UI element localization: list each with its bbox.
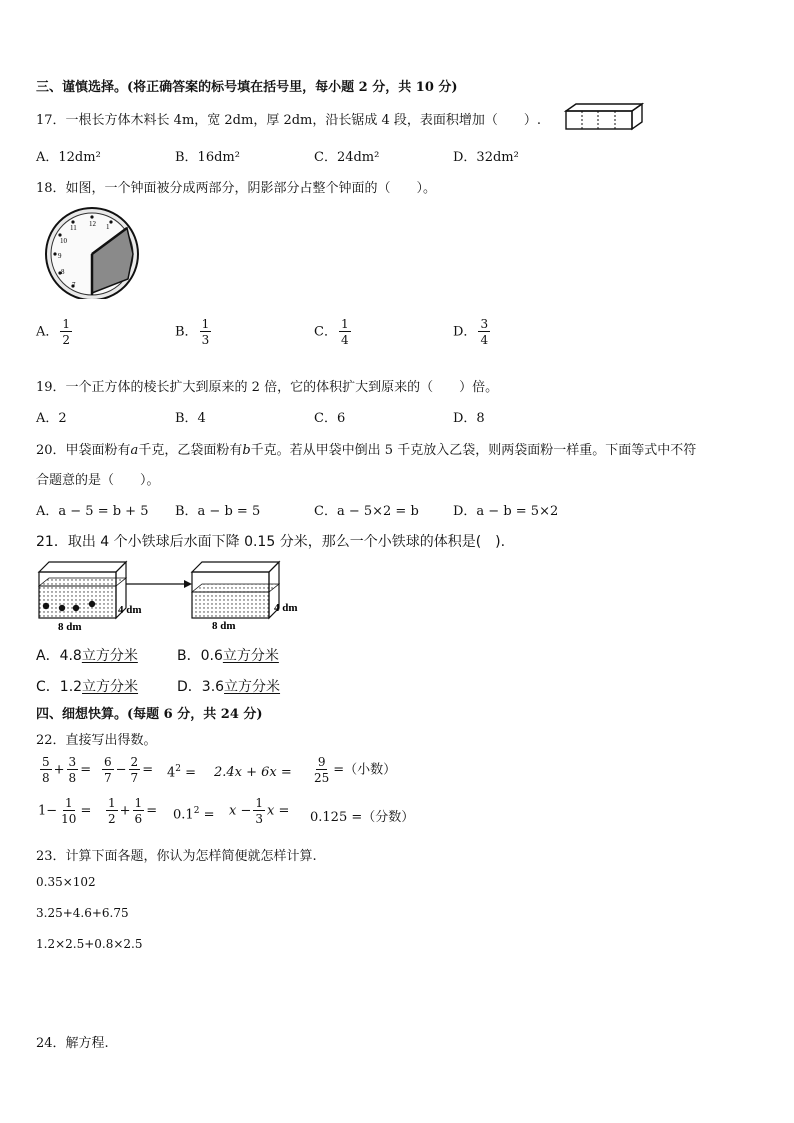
fraction-numerator: 1 — [255, 796, 263, 810]
equals: = — [203, 807, 215, 823]
fraction-numerator: 6 — [104, 755, 112, 769]
q21-text: 21．取出 4 个小铁球后水面下降 0.15 分米，那么一个小铁球的体积是( ). — [36, 534, 506, 550]
q24-text: 24．解方程. — [36, 1036, 109, 1051]
q20-text-c: 千克。若从甲袋中倒出 5 千克放入乙袋，则两袋面粉一样重。下面等式中不符 — [250, 443, 697, 458]
fraction-denominator: 2 — [108, 812, 116, 826]
fraction-numerator: 1 — [108, 796, 116, 810]
power-exponent: 2 — [193, 806, 200, 816]
q18-clock-figure — [40, 203, 144, 299]
fraction-denominator: 3 — [255, 812, 263, 826]
q21-option-d[interactable] — [177, 676, 280, 696]
q17-cuboid-figure — [562, 101, 646, 133]
svg-text:9: 9 — [58, 252, 62, 260]
q22-expr-4: 2.4x + 6x = — [214, 765, 292, 780]
option-value: 3.6 — [201, 679, 225, 695]
power-base: 4 — [167, 765, 176, 781]
q18-option-c-letter: C． — [314, 324, 337, 340]
q18-option-d[interactable] — [453, 318, 492, 346]
q17-text: 17．一根长方体木料长 4m，宽 2dm，厚 2dm，沿长锯成 4 段，表面积增加（ ）. — [36, 113, 542, 128]
q22-expr-5 — [310, 756, 396, 784]
svg-text:1: 1 — [106, 223, 110, 231]
q22-expr-3 — [167, 764, 196, 780]
operator: + — [53, 762, 65, 778]
q21-option-c[interactable] — [36, 676, 138, 696]
fraction-denominator: 8 — [42, 771, 50, 785]
fraction-numerator: 3 — [68, 755, 77, 769]
section3-title: 三、谨慎选择。(将正确答案的标号填在括号里，每小题 2 分，共 10 分) — [36, 80, 458, 95]
fraction-denominator: 7 — [130, 771, 139, 785]
fraction-denominator: 8 — [68, 771, 77, 785]
equals: = — [146, 803, 158, 819]
q22-expr-2 — [100, 756, 153, 784]
option-letter: A． — [36, 648, 60, 664]
svg-text:12: 12 — [89, 220, 96, 228]
q21-label-length-left: 8 dm — [58, 621, 82, 633]
q21-option-b[interactable] — [177, 645, 279, 665]
option-unit: 立方分米 — [82, 679, 139, 695]
power-exponent: 2 — [175, 764, 182, 774]
fraction-numerator: 1 — [62, 317, 71, 331]
fraction-denominator: 4 — [480, 333, 489, 347]
q18-option-c[interactable] — [314, 318, 353, 346]
q20-text-b: 千克，乙袋面粉有 — [138, 443, 243, 458]
section4-title: 四、细想快算。(每题 6 分，共 24 分) — [36, 707, 263, 722]
q22-text: 22．直接写出得数。 — [36, 733, 157, 748]
q20-text-line1 — [36, 439, 696, 458]
suffix: =（小数） — [333, 762, 397, 778]
equals: = — [185, 765, 197, 781]
q19-option-c[interactable]: C．6 — [314, 411, 346, 426]
q23-text: 23．计算下面各题，你认为怎样简便就怎样计算. — [36, 849, 317, 864]
q18-text: 18．如图，一个钟面被分成两部分，阴影部分占整个钟面的（ ）。 — [36, 181, 437, 196]
option-unit: 立方分米 — [81, 648, 138, 664]
q18-option-a[interactable] — [36, 318, 74, 346]
q20-text-a: 20．甲袋面粉有 — [36, 443, 131, 458]
fraction-numerator: 1 — [201, 317, 210, 331]
q22-expr-6 — [38, 797, 91, 825]
q23-item-1: 0.35×102 — [36, 875, 96, 889]
fraction-denominator: 25 — [314, 771, 330, 785]
q18-option-d-letter: D． — [453, 324, 477, 340]
power-base: 0.1 — [173, 807, 194, 823]
equals: = — [80, 803, 92, 819]
q22-expr-8 — [173, 806, 214, 822]
q20-var-a: a — [130, 443, 139, 458]
q19-text: 19．一个正方体的棱长扩大到原来的 2 倍，它的体积扩大到原来的（ ）倍。 — [36, 380, 499, 395]
svg-text:11: 11 — [70, 224, 77, 232]
q23-item-2: 3.25+4.6+6.75 — [36, 906, 129, 920]
q17-option-b[interactable]: B．16dm² — [175, 150, 240, 165]
fraction-numerator: 1 — [134, 796, 143, 810]
fraction-denominator: 7 — [104, 771, 112, 785]
q18-option-b-fraction — [200, 318, 212, 346]
q21-option-a[interactable] — [36, 645, 138, 665]
q20-option-a[interactable]: A．a − 5 = b + 5 — [36, 504, 149, 519]
q19-option-a[interactable]: A．2 — [36, 411, 67, 426]
q21-label-height-left: 4 dm — [118, 604, 142, 616]
fraction-denominator: 3 — [201, 333, 210, 347]
fraction-numerator: 9 — [317, 755, 326, 769]
q18-option-c-fraction — [339, 318, 351, 346]
fraction-numerator: 1 — [340, 317, 349, 331]
q20-var-b: b — [242, 443, 251, 458]
q17-option-a[interactable]: A．12dm² — [36, 150, 101, 165]
q20-text-line2: 合题意的是（ ）。 — [36, 473, 160, 488]
operator: + — [119, 803, 131, 819]
q20-option-d[interactable]: D．a − b = 5×2 — [453, 504, 559, 519]
q23-item-3: 1.2×2.5+0.8×2.5 — [36, 937, 143, 951]
equals: = — [142, 762, 154, 778]
q18-option-d-fraction — [478, 318, 490, 346]
option-value: 4.8 — [59, 648, 82, 664]
option-letter: C． — [36, 679, 60, 695]
q20-option-b[interactable]: B．a − b = 5 — [175, 504, 261, 519]
option-letter: D． — [177, 679, 202, 695]
prefix: 1− — [38, 803, 58, 819]
svg-text:8: 8 — [61, 268, 65, 276]
fraction-denominator: 10 — [61, 812, 77, 826]
fraction-numerator: 1 — [64, 796, 73, 810]
q18-option-a-fraction — [60, 318, 72, 346]
q17-option-d[interactable]: D．32dm² — [453, 150, 519, 165]
fraction-denominator: 6 — [134, 812, 143, 826]
fraction-numerator: 3 — [480, 317, 489, 331]
svg-text:10: 10 — [60, 237, 67, 245]
q19-option-b[interactable]: B．4 — [175, 411, 206, 426]
q20-option-c[interactable]: C．a − 5×2 = b — [314, 504, 419, 519]
q22-expr-1 — [38, 756, 91, 784]
q21-label-length-right: 8 dm — [212, 620, 236, 632]
option-value: 1.2 — [59, 679, 83, 695]
postfix: x = — [267, 803, 290, 819]
q19-option-d[interactable]: D．8 — [453, 411, 485, 426]
fraction-numerator: 2 — [130, 755, 139, 769]
fraction-denominator: 4 — [340, 333, 349, 347]
q21-label-height-right: 4 dm — [274, 602, 298, 614]
option-value: 0.6 — [200, 648, 223, 664]
q18-option-b-letter: B． — [175, 324, 198, 340]
q18-option-b[interactable] — [175, 318, 213, 346]
q18-option-a-letter: A． — [36, 324, 59, 340]
fraction-denominator: 2 — [62, 333, 71, 347]
q22-expr-9 — [229, 797, 289, 825]
operator: − — [115, 762, 127, 778]
svg-text:7: 7 — [72, 281, 76, 289]
option-unit: 立方分米 — [222, 648, 279, 664]
equals: = — [80, 762, 92, 778]
q21-tank-figure — [34, 558, 306, 634]
fraction-numerator: 5 — [42, 755, 50, 769]
q17-option-c[interactable]: C．24dm² — [314, 150, 380, 165]
option-unit: 立方分米 — [224, 679, 281, 695]
q22-expr-10: 0.125 =（分数） — [310, 810, 415, 825]
prefix: x − — [229, 803, 252, 819]
option-letter: B． — [177, 648, 201, 664]
q22-expr-7 — [104, 797, 157, 825]
